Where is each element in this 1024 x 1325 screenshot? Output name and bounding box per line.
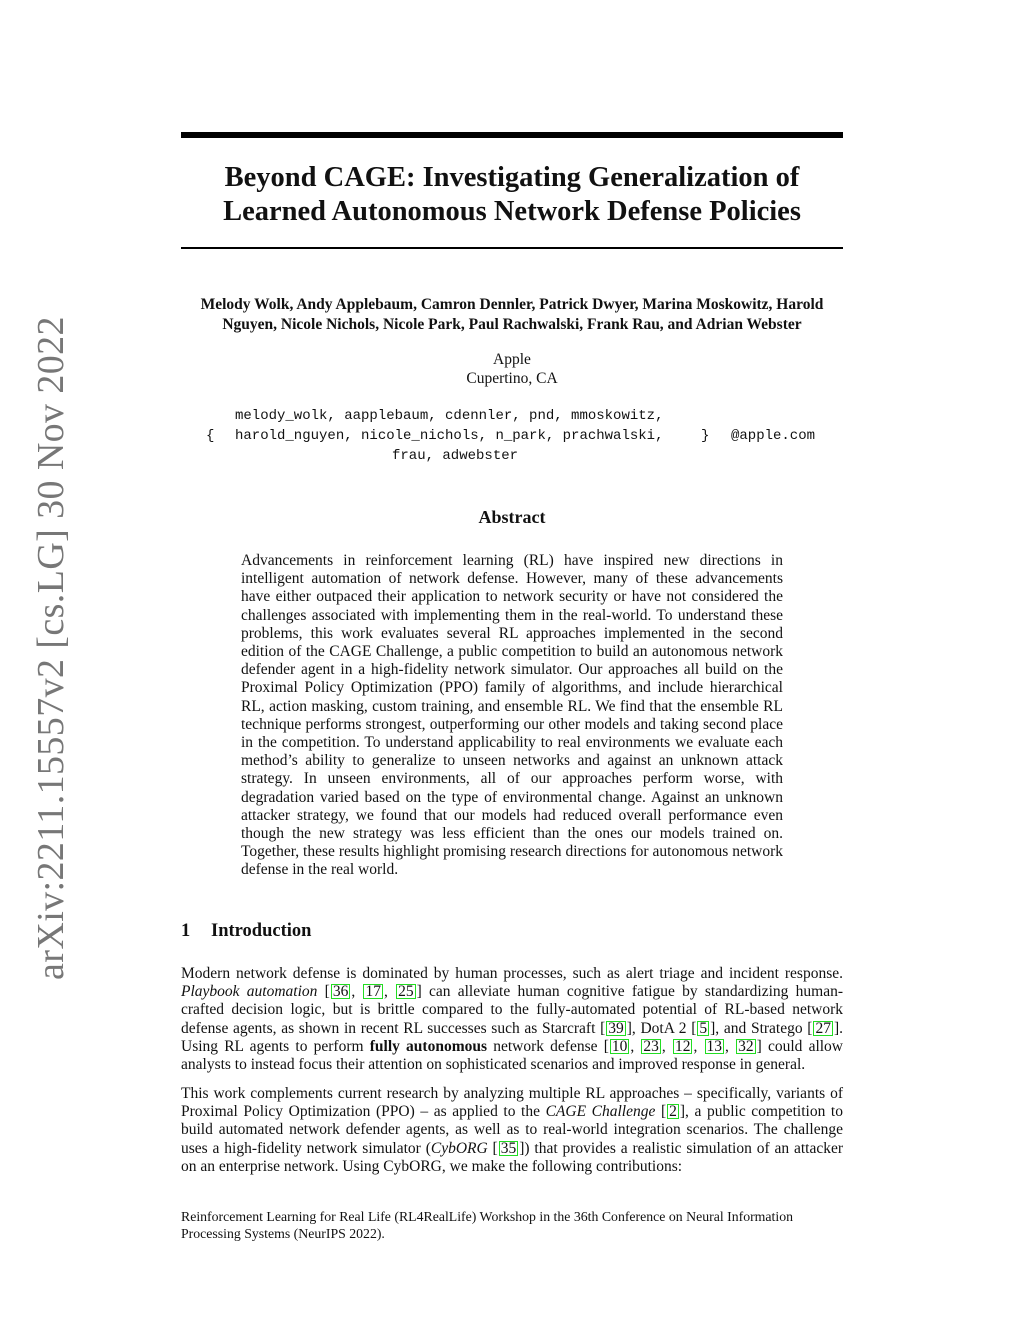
citation-link[interactable]: 13	[706, 1037, 723, 1055]
citation-link[interactable]: 17	[365, 983, 381, 1001]
citation-link[interactable]: 2	[669, 1103, 677, 1121]
email-line-2: harold_nguyen, nicole_nichols, n_park, prachwalski,	[235, 428, 664, 444]
section-heading-introduction	[181, 921, 311, 942]
affiliation-block	[181, 350, 843, 388]
arxiv-identifier-stamp: arXiv:2211.15557v2 [cs.LG] 30 Nov 2022	[30, 316, 72, 980]
affiliation-org: Apple	[493, 351, 531, 368]
email-brace-open: {	[206, 428, 215, 444]
venue-footnote: Reinforcement Learning for Real Life (RL4RealLife) Workshop in the 36th Conference on Neural Information Processing Systems (NeurIPS 2022).	[181, 1209, 794, 1241]
title-top-rule	[181, 132, 843, 138]
title-bottom-rule	[181, 247, 843, 249]
citation-link[interactable]: 10	[611, 1037, 628, 1055]
citation-link[interactable]: 36	[332, 983, 349, 1001]
citation-link[interactable]: 27	[815, 1019, 831, 1037]
citation-link[interactable]: 25	[398, 983, 414, 1001]
abstract-text: Advancements in reinforcement learning (RL) have inspired new directions in intelligent automation of network defense. However, many of these advancements have either outpaced their application to network security or have not considered the challenges associated with implementing them in the real-world. To understand these problems, this work evaluates several RL approaches implemented in the second edition of the CAGE Challenge, a public competition to build an autonomous network defender agent in a high-fidelity network simulator. Our approaches all build on the Proximal Policy Optimization (PPO) family of algorithms, and include hierarchical RL, action masking, custom training, and ensemble RL. We find that the ensemble RL technique performs strongest, outperforming our other models and taking second place in the competition. To understand applicability to real environments we evaluate each method’s ability to generalize to unseen networks and against an unknown attack strategy. In unseen environments, all of our approaches perform worse, with degradation varied based on the type of environmental change. Against an unknown attacker strategy, we found that our models had reduced overall performance even though the new strategy was less efficient than the ones our models trained on. Together, these results highlight promising research directions for autonomous network defense in the real world.	[241, 552, 783, 879]
citation-link[interactable]: 23	[643, 1037, 659, 1055]
section-number: 1	[181, 921, 191, 941]
email-brace-close: }	[701, 428, 710, 444]
email-domain: @apple.com	[731, 428, 816, 444]
affiliation-location: Cupertino, CA	[466, 370, 558, 387]
intro-paragraph-1: Modern network defense is dominated by human processes, such as alert triage and incident response. Playbook automation [ 36 , 17 , 25 ] can alleviate human cognitive fatigue by standardizing human-crafted decision logic, but is brittle compared to the fully-automated potential of RL-based network defense agents, as shown in recent RL successes such as Starcraft [ 39 ], DotA 2 [ 5 ], and Stratego [ 27 ]. Using RL agents to perform fully autonomous network defense [ 10 , 23 , 12 , 13 , 32 ] could allow analysts to instead focus their attention on sophisticated scenarios and improved response in general.	[181, 965, 844, 1074]
citation-link[interactable]: 32	[738, 1037, 754, 1055]
author-list: Melody Wolk, Andy Applebaum, Camron Dennler, Patrick Dwyer, Marina Moskowitz, Harold Nguyen, Nicole Nichols, Nicole Park, Paul Rachwalski, Frank Rau, and Adrian Webster	[200, 296, 824, 333]
email-line-1: melody_wolk, aapplebaum, cdennler, pnd, mmoskowitz,	[235, 408, 664, 424]
citation-link[interactable]: 39	[608, 1019, 624, 1037]
abstract-heading: Abstract	[478, 507, 546, 527]
section-title: Introduction	[211, 921, 312, 941]
intro-paragraph-2: This work complements current research by analyzing multiple RL approaches – specifically, variants of Proximal Policy Optimization (PPO) – as applied to the CAGE Challenge [ 2 ], a public competition to build automated network defender agents, as well as to real-world integration scenarios. The challenge uses a high-fidelity network simulator (CybORG [ 35 ]) that provides a realistic simulation of an attacker on an enterprise network. Using CybORG, we make the following contributions:	[181, 1085, 843, 1175]
email-line-3: frau, adwebster	[392, 448, 519, 464]
citation-link[interactable]: 12	[674, 1037, 691, 1055]
citation-link[interactable]: 5	[699, 1019, 708, 1037]
citation-link[interactable]: 35	[500, 1139, 517, 1157]
paper-title: Beyond CAGE: Investigating Generalization of Learned Autonomous Network Defense Policies	[223, 162, 801, 227]
